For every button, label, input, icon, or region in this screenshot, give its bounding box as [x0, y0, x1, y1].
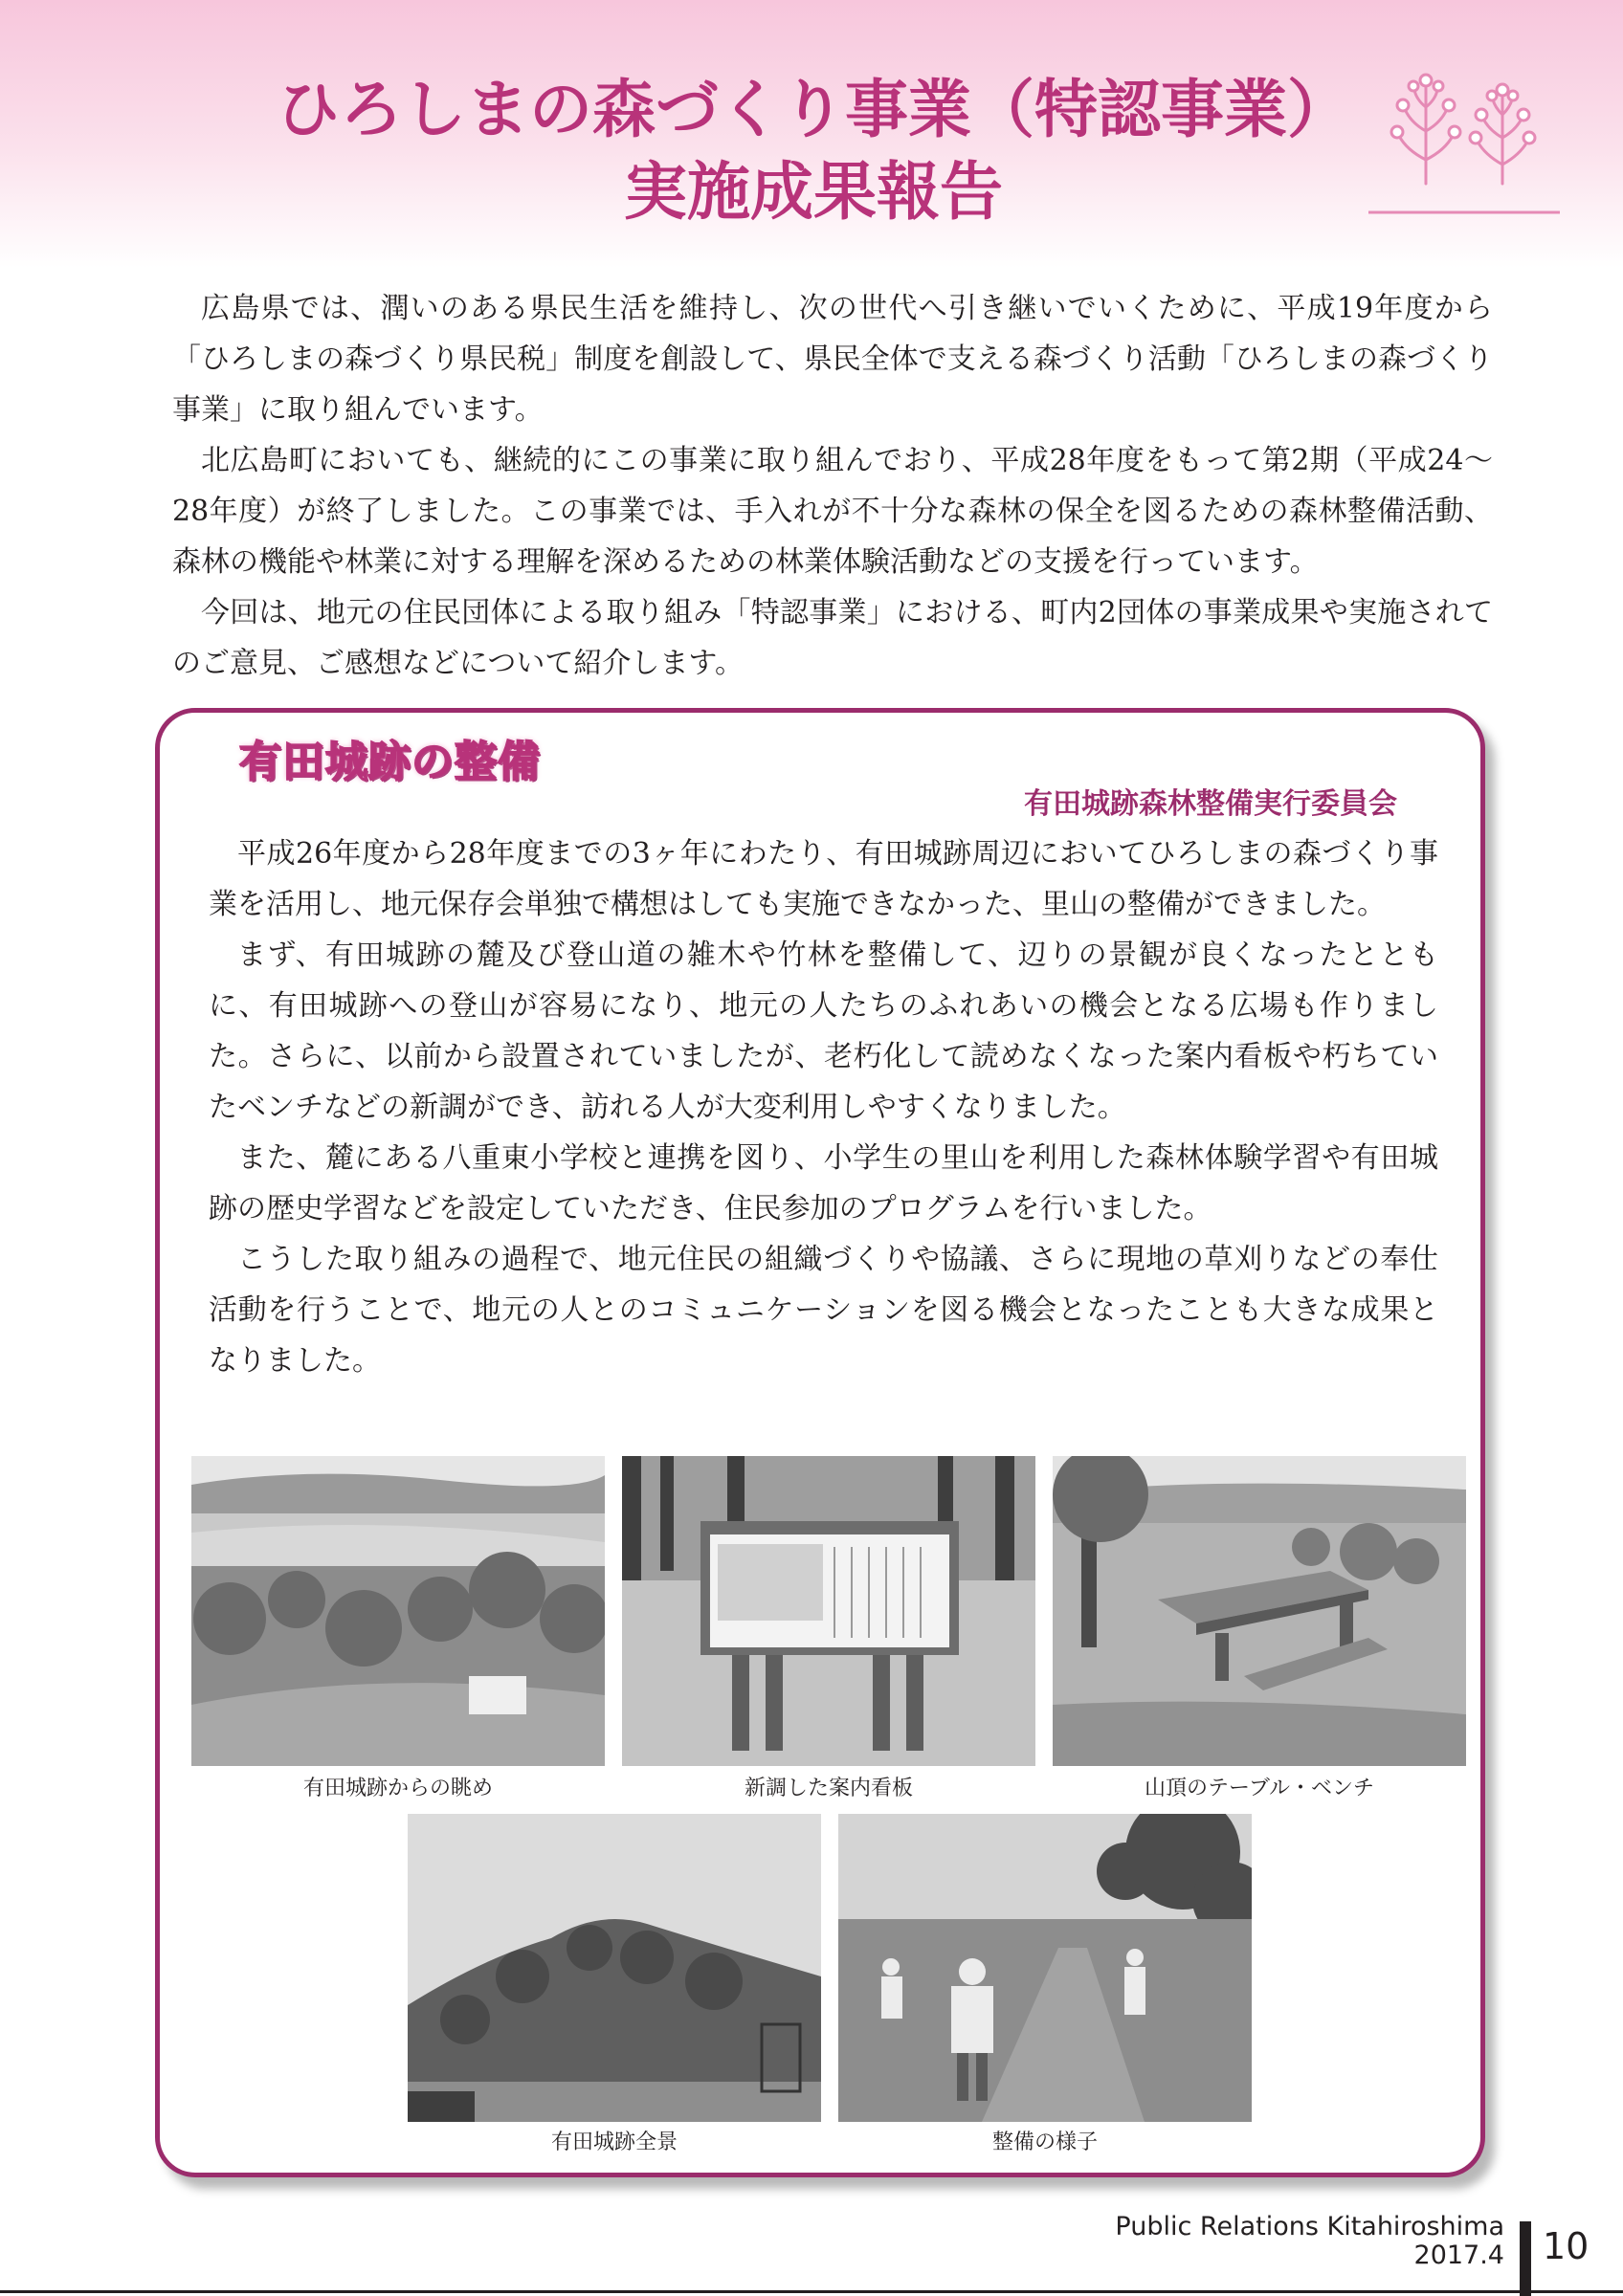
page-title — [191, 69, 1435, 233]
photo-table-bench — [1053, 1456, 1466, 1766]
photo-caption: 新調した案内看板 — [744, 1777, 913, 1800]
photo-info-board — [622, 1456, 1035, 1766]
issue-date: 2017.4 — [1413, 2241, 1504, 2270]
footer-publication — [957, 2213, 1504, 2270]
intro-paragraph: 広島県では、潤いのある県民生活を維持し、次の世代へ引き継いでいくために、平成19年度から「ひろしまの森づくり県民税」制度を創設して、県民全体で支える森づくり活動「ひろしまの森づくり事業」に取り組んでいます。 — [172, 292, 1493, 427]
photo-caption: 山頂のテーブル・ベンチ — [1144, 1777, 1375, 1800]
page-title-line2: 実施成果報告 — [624, 155, 1003, 229]
section-paragraph: 平成26年度から28年度までの3ヶ年にわたり、有田城跡周辺においてひろしまの森づくり事業を活用し、地元保存会単独で構想はしても実施できなかった、里山の整備ができました。 — [209, 837, 1438, 921]
intro-paragraph: 北広島町においても、継続的にこの事業に取り組んでおり、平成28年度をもって第2期（平成24～28年度）が終了しました。この事業では、手入れが不十分な森林の保全を図るための森林整備活動、森林の機能や林業に対する理解を深めるための林業体験活動などの支援を行っています。 — [172, 444, 1493, 579]
photo-view-from-ruins — [191, 1456, 605, 1766]
photo-caption: 整備の様子 — [991, 2130, 1098, 2154]
photo-ruins-panorama — [408, 1814, 821, 2122]
photo-maintenance-work — [838, 1814, 1252, 2122]
photo-caption: 有田城跡全景 — [550, 2130, 678, 2154]
section-paragraph: また、麓にある八重東小学校と連携を図り、小学生の里山を利用した森林体験学習や有田城跡の歴史学習などを設定していただき、住民参加のプログラムを行いました。 — [209, 1141, 1438, 1225]
intro-text — [172, 283, 1493, 689]
tree-decoration-icon — [1368, 69, 1560, 222]
section-body — [209, 828, 1438, 1386]
photo-caption: 有田城跡からの眺め — [302, 1777, 493, 1800]
section-organization: 有田城跡森林整備実行委員会 — [1024, 787, 1397, 821]
section-paragraph: こうした取り組みの過程で、地元住民の組織づくりや協議、さらに現地の草刈りなどの奉仕活動を行うことで、地元の人とのコミュニケーションを図る機会となったことも大きな成果となりました。 — [209, 1243, 1438, 1378]
page-number: 10 — [1543, 2225, 1590, 2267]
footer-divider — [1520, 2221, 1531, 2296]
page-title-line1: ひろしまの森づくり事業（特認事業） — [277, 73, 1350, 146]
section-paragraph: まず、有田城跡の麓及び登山道の雑木や竹林を整備して、辺りの景観が良くなったとともに、有田城跡への登山が容易になり、地元の人たちのふれあいの機会となる広場も作りました。さらに、以前から設置されていましたが、老朽化して読めなくなった案内看板や朽ちていたベンチなどの新調ができ、訪れる人が大変利用しやすくなりました。 — [209, 938, 1438, 1124]
section-title: 有田城跡の整備 — [239, 738, 541, 786]
intro-paragraph: 今回は、地元の住民団体による取り組み「特認事業」における、町内2団体の事業成果や実施されてのご意見、ご感想などについて紹介します。 — [172, 596, 1493, 680]
bottom-rule — [0, 2290, 1623, 2293]
publication-name: Public Relations Kitahiroshima — [1115, 2212, 1504, 2241]
